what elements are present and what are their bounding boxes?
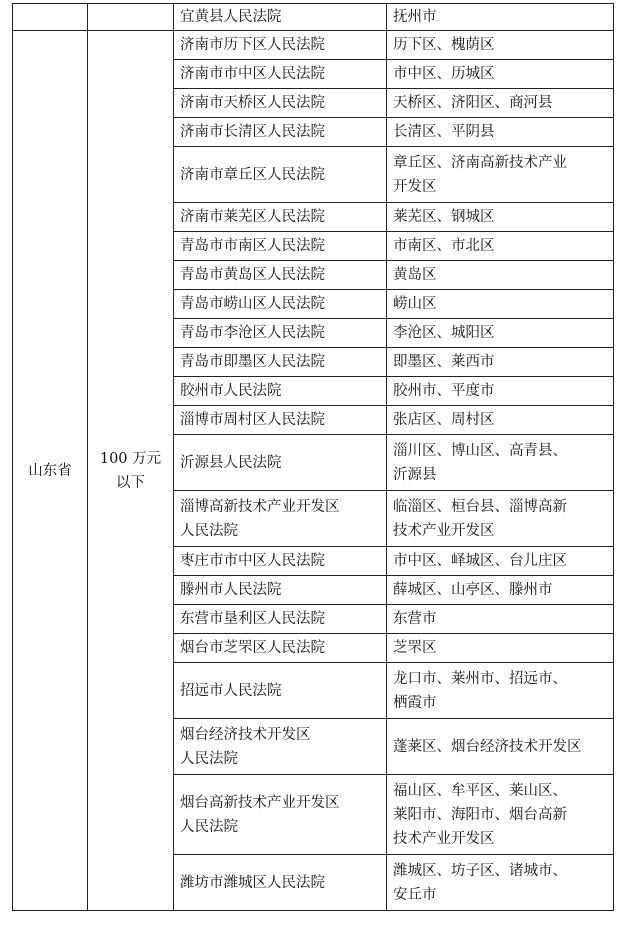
court-name-line: 青岛市市南区人民法院 xyxy=(180,238,325,254)
court-name-line: 烟台经济技术开发区 xyxy=(180,726,311,743)
jurisdiction-area-cell xyxy=(387,663,614,719)
jurisdiction-area-cell xyxy=(387,605,614,634)
court-name-line: 济南市莱芜区人民法院 xyxy=(180,209,325,225)
court-name-line: 淄博市周村区人民法院 xyxy=(180,412,325,428)
court-name-cell xyxy=(174,319,387,348)
court-name-cell xyxy=(174,855,387,911)
jurisdiction-area-cell xyxy=(387,147,614,203)
court-name-cell xyxy=(174,663,387,719)
court-name-line: 青岛市李沧区人民法院 xyxy=(180,325,325,341)
court-name-line: 青岛市黄岛区人民法院 xyxy=(180,267,325,283)
jurisdiction-area-line: 即墨区、莱西市 xyxy=(393,354,495,370)
court-jurisdiction-table xyxy=(12,3,614,911)
jurisdiction-area-cell xyxy=(387,547,614,576)
amount-line: 以下 xyxy=(116,474,145,491)
jurisdiction-area-cell xyxy=(387,203,614,232)
jurisdiction-area-cell xyxy=(387,576,614,605)
jurisdiction-area-cell xyxy=(387,60,614,89)
jurisdiction-area-line: 天桥区、济阳区、商河县 xyxy=(393,95,553,111)
court-name-line: 东营市垦利区人民法院 xyxy=(180,611,325,627)
amount-line: 100 万元 xyxy=(99,450,162,467)
court-name-cell xyxy=(174,89,387,118)
jurisdiction-area-line: 胶州市、平度市 xyxy=(393,383,495,399)
jurisdiction-area-cell xyxy=(387,348,614,377)
court-name-line: 济南市天桥区人民法院 xyxy=(180,95,325,111)
province-cell: 山东省 xyxy=(13,31,88,911)
court-name-line: 淄博高新技术产业开发区 xyxy=(180,498,340,515)
court-name-cell xyxy=(174,290,387,319)
court-name-cell xyxy=(174,576,387,605)
court-name-line: 招远市人民法院 xyxy=(180,682,282,699)
court-name-line: 人民法院 xyxy=(180,818,238,835)
court-name-line: 潍坊市潍城区人民法院 xyxy=(180,874,325,891)
court-name-cell xyxy=(174,605,387,634)
jurisdiction-area-cell xyxy=(387,290,614,319)
jurisdiction-area-cell xyxy=(387,89,614,118)
jurisdiction-area-line: 技术产业开发区 xyxy=(393,522,495,539)
court-name-line: 济南市长清区人民法院 xyxy=(180,124,325,140)
court-name-cell xyxy=(174,719,387,775)
court-name-cell xyxy=(174,60,387,89)
amount-threshold-cell xyxy=(88,31,174,911)
court-name-cell xyxy=(174,775,387,855)
court-name-cell xyxy=(174,232,387,261)
jurisdiction-area-cell xyxy=(387,118,614,147)
empty-cell xyxy=(88,4,174,31)
court-name-cell xyxy=(174,348,387,377)
court-name-line: 人民法院 xyxy=(180,750,238,767)
empty-cell xyxy=(13,4,88,31)
court-name-line: 沂源县人民法院 xyxy=(180,454,282,471)
court-name-line: 济南市历下区人民法院 xyxy=(180,37,325,53)
jurisdiction-area-cell xyxy=(387,491,614,547)
jurisdiction-area-line: 技术产业开发区 xyxy=(393,830,495,847)
jurisdiction-area-line: 蓬莱区、烟台经济技术开发区 xyxy=(393,738,582,755)
jurisdiction-area-line: 市中区、峄城区、台儿庄区 xyxy=(393,553,567,569)
jurisdiction-area-line: 安丘市 xyxy=(393,886,437,903)
jurisdiction-area-line: 崂山区 xyxy=(393,296,437,312)
jurisdiction-area-line: 市南区、市北区 xyxy=(393,238,495,254)
court-name-cell xyxy=(174,491,387,547)
court-name-cell: 宜黄县人民法院 xyxy=(174,4,387,31)
jurisdiction-area-cell xyxy=(387,634,614,663)
jurisdiction-area-line: 李沧区、城阳区 xyxy=(393,325,495,341)
jurisdiction-area-cell: 抚州市 xyxy=(387,4,614,31)
court-name-line: 烟台高新技术产业开发区 xyxy=(180,794,340,811)
table-row xyxy=(13,4,614,31)
court-name-cell xyxy=(174,377,387,406)
jurisdiction-area-line: 福山区、牟平区、莱山区、 xyxy=(393,782,567,799)
court-name-cell xyxy=(174,261,387,290)
jurisdiction-area-line: 长清区、平阴县 xyxy=(393,124,495,140)
court-name-line: 胶州市人民法院 xyxy=(180,383,282,399)
jurisdiction-area-cell xyxy=(387,775,614,855)
jurisdiction-area-cell xyxy=(387,31,614,60)
jurisdiction-area-line: 张店区、周村区 xyxy=(393,412,495,428)
court-name-cell xyxy=(174,406,387,435)
jurisdiction-area-cell xyxy=(387,435,614,491)
jurisdiction-area-cell xyxy=(387,719,614,775)
table-row xyxy=(13,31,614,60)
court-name-cell xyxy=(174,118,387,147)
jurisdiction-area-line: 薛城区、山亭区、滕州市 xyxy=(393,582,553,598)
court-name-cell xyxy=(174,435,387,491)
jurisdiction-area-line: 淄川区、博山区、高青县、 xyxy=(393,442,567,459)
jurisdiction-area-line: 栖霞市 xyxy=(393,694,437,711)
jurisdiction-area-line: 莱阳市、海阳市、烟台高新 xyxy=(393,806,567,823)
court-name-cell xyxy=(174,547,387,576)
jurisdiction-area-cell xyxy=(387,855,614,911)
jurisdiction-area-cell xyxy=(387,232,614,261)
court-name-line: 烟台市芝罘区人民法院 xyxy=(180,640,325,656)
jurisdiction-area-line: 芝罘区 xyxy=(393,640,437,656)
court-name-line: 人民法院 xyxy=(180,522,238,539)
jurisdiction-area-cell xyxy=(387,261,614,290)
jurisdiction-area-line: 历下区、槐荫区 xyxy=(393,37,495,53)
court-name-line: 枣庄市市中区人民法院 xyxy=(180,553,325,569)
jurisdiction-area-line: 潍城区、坊子区、诸城市、 xyxy=(393,862,567,879)
jurisdiction-area-line: 市中区、历城区 xyxy=(393,66,495,82)
court-name-line: 滕州市人民法院 xyxy=(180,582,282,598)
jurisdiction-area-line: 临淄区、桓台县、淄博高新 xyxy=(393,498,567,515)
jurisdiction-area-line: 黄岛区 xyxy=(393,267,437,283)
jurisdiction-area-line: 开发区 xyxy=(393,178,437,195)
court-name-cell xyxy=(174,31,387,60)
court-name-cell xyxy=(174,203,387,232)
jurisdiction-area-line: 东营市 xyxy=(393,611,437,627)
jurisdiction-area-cell xyxy=(387,377,614,406)
court-name-line: 青岛市即墨区人民法院 xyxy=(180,354,325,370)
jurisdiction-area-line: 章丘区、济南高新技术产业 xyxy=(393,154,567,171)
jurisdiction-area-line: 沂源县 xyxy=(393,466,437,483)
court-name-line: 济南市市中区人民法院 xyxy=(180,66,325,82)
court-name-cell xyxy=(174,634,387,663)
court-name-line: 济南市章丘区人民法院 xyxy=(180,166,325,183)
jurisdiction-area-cell xyxy=(387,319,614,348)
jurisdiction-area-cell xyxy=(387,406,614,435)
jurisdiction-area-line: 龙口市、莱州市、招远市、 xyxy=(393,670,567,687)
court-name-cell xyxy=(174,147,387,203)
jurisdiction-area-line: 莱芜区、钢城区 xyxy=(393,209,495,225)
court-name-line: 青岛市崂山区人民法院 xyxy=(180,296,325,312)
